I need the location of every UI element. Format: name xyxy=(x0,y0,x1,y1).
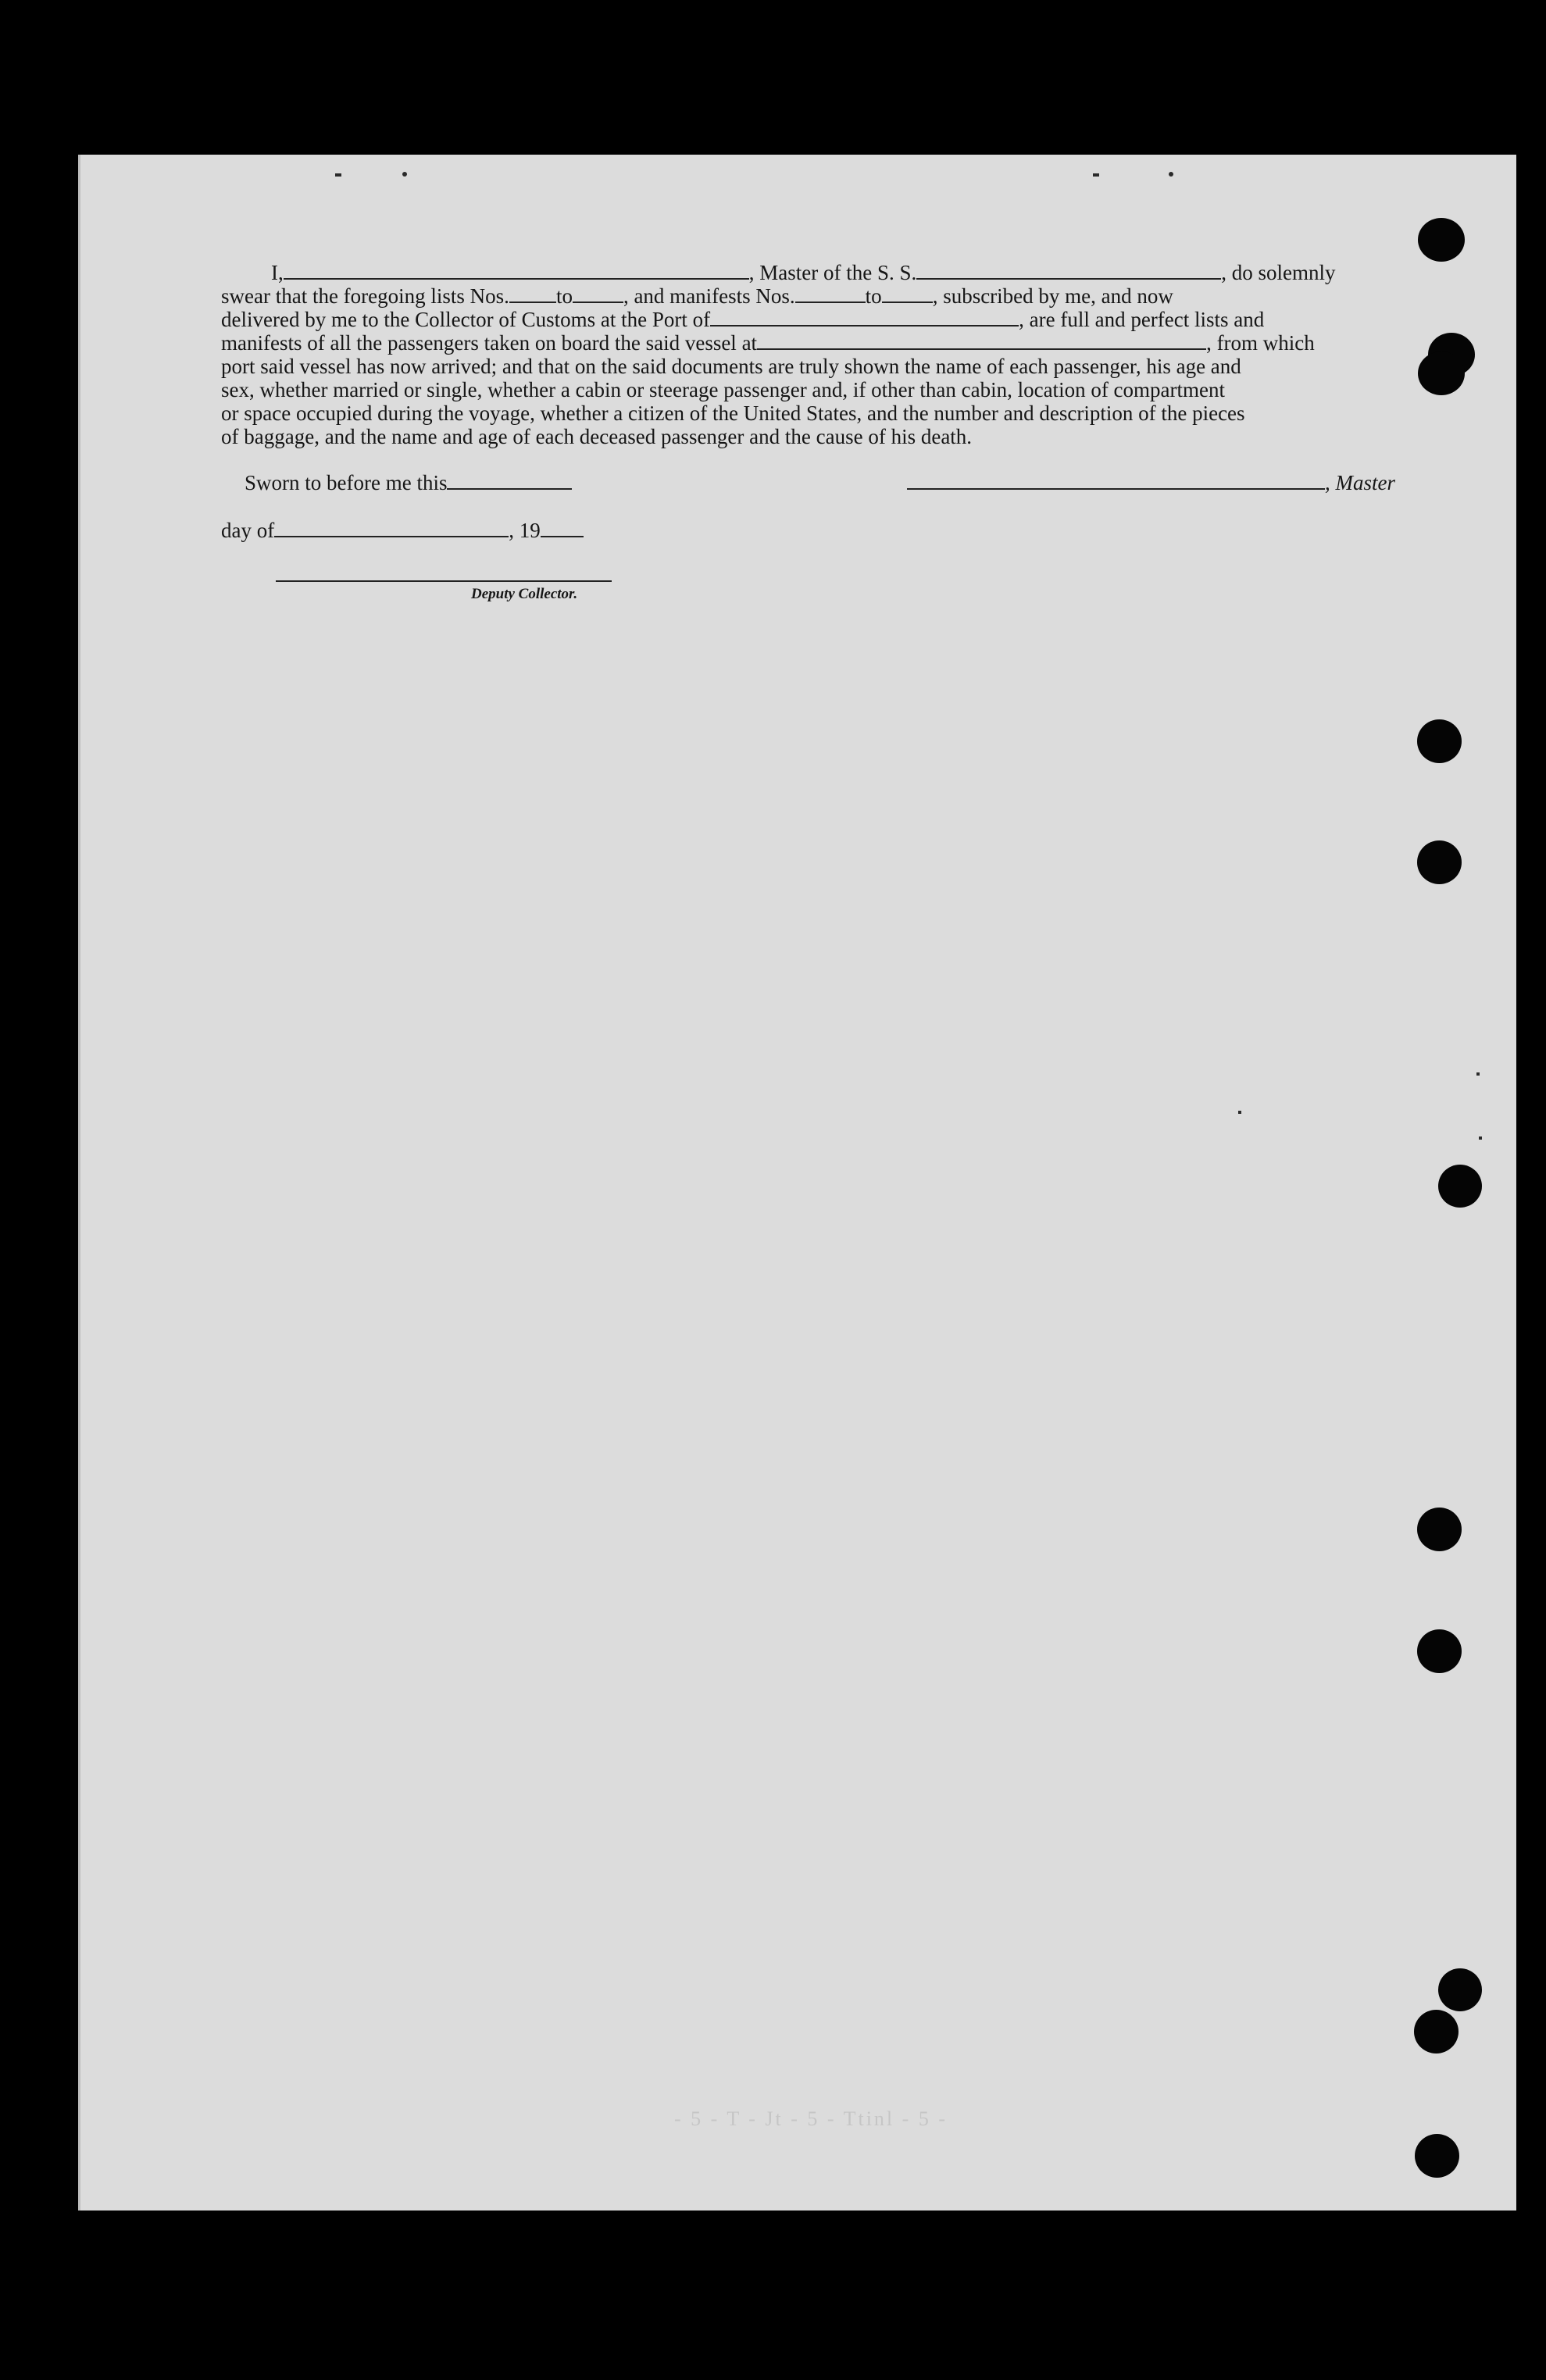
manifest-back-page xyxy=(78,155,1516,2211)
day-of-line xyxy=(221,519,584,543)
oath-text: , Master of the S. S. xyxy=(748,261,917,284)
name-blank xyxy=(284,261,749,280)
punch-hole xyxy=(1415,2134,1459,2178)
year-blank xyxy=(541,519,584,537)
deputy-signature-line xyxy=(276,580,612,582)
speck-mark xyxy=(1238,1111,1241,1114)
oath-text: , from which xyxy=(1206,331,1315,355)
day-of-label: day of xyxy=(221,519,275,542)
oath-text: delivered by me to the Collector of Customs at the Port of xyxy=(221,308,711,331)
oath-line-7: or space occupied during the voyage, whether a citizen of the United States, and the number and description of the pieces xyxy=(221,401,1245,425)
master-oath-paragraph xyxy=(221,261,1394,448)
punch-hole xyxy=(1438,1165,1482,1208)
speck-mark xyxy=(1093,173,1099,177)
master-label: , Master xyxy=(1325,471,1395,494)
lists-to-blank xyxy=(573,284,623,303)
oath-text: , do solemnly xyxy=(1221,261,1336,284)
punch-hole xyxy=(1414,2010,1459,2054)
vessel-name-blank xyxy=(916,261,1221,280)
embark-port-blank xyxy=(757,331,1206,350)
oath-line-1 xyxy=(221,261,1394,284)
speck-mark xyxy=(1479,1136,1482,1140)
oath-text: , and manifests Nos. xyxy=(623,284,795,308)
oath-line-4 xyxy=(221,331,1394,355)
punch-hole xyxy=(1418,218,1465,262)
day-blank xyxy=(274,519,509,537)
oath-text: I, xyxy=(271,261,284,284)
oath-line-3 xyxy=(221,308,1394,331)
master-signature xyxy=(907,471,1395,495)
speck-mark xyxy=(1169,172,1173,177)
punch-hole xyxy=(1418,351,1465,395)
master-signature-blank xyxy=(907,471,1325,490)
oath-text: , subscribed by me, and now xyxy=(932,284,1173,308)
oath-text: to xyxy=(555,284,573,308)
punch-hole xyxy=(1417,1508,1462,1551)
punch-hole xyxy=(1417,1629,1462,1673)
bleed-through-text: - 5 - T - Jt - 5 - Ttinl - 5 - xyxy=(674,2107,948,2130)
oath-text: swear that the foregoing lists Nos. xyxy=(221,284,509,308)
oath-text: manifests of all the passengers taken on board the said vessel at xyxy=(221,331,758,355)
speck-mark xyxy=(1476,1072,1480,1076)
punch-hole xyxy=(1417,719,1462,763)
oath-line-5: port said vessel has now arrived; and that on the said documents are truly shown the name of each passenger, his age and xyxy=(221,355,1241,378)
speck-mark xyxy=(335,173,341,177)
oath-text: , are full and perfect lists and xyxy=(1019,308,1265,331)
sworn-statement xyxy=(245,471,572,495)
punch-hole xyxy=(1438,1968,1482,2011)
oath-text: to xyxy=(865,284,882,308)
port-blank xyxy=(710,308,1019,326)
oath-line-2 xyxy=(221,284,1394,308)
manifests-to-blank xyxy=(882,284,933,303)
punch-hole xyxy=(1417,840,1462,884)
year-label: , 19 xyxy=(509,519,541,542)
oath-line-8: of baggage, and the name and age of each deceased passenger and the cause of his death. xyxy=(221,425,973,448)
sworn-label: Sworn to before me this xyxy=(245,471,448,494)
oath-line-6: sex, whether married or single, whether a cabin or steerage passenger and, if other than cabin, location of compartment xyxy=(221,378,1226,401)
manifests-from-blank xyxy=(795,284,866,303)
deputy-collector-label: Deputy Collector. xyxy=(471,586,578,602)
lists-from-blank xyxy=(509,284,556,303)
sworn-date-blank xyxy=(447,471,572,490)
speck-mark xyxy=(402,172,407,177)
